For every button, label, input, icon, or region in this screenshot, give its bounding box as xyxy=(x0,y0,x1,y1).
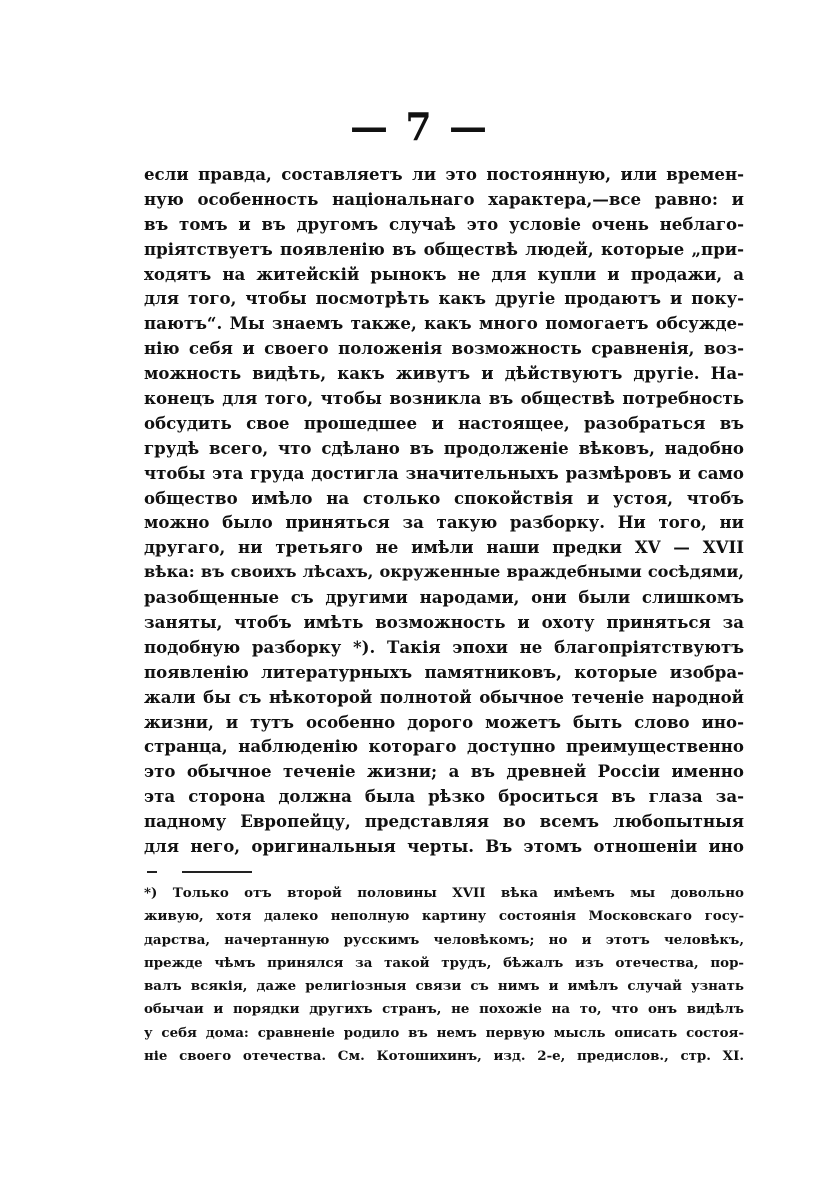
text-line: можность видѣть, какъ живутъ и дѣйствуютъ другіе. На- xyxy=(144,363,744,384)
text-line: другаго, ни третьяго не имѣли наши предки XV — XVII xyxy=(144,537,744,558)
text-line: ную особенность національнаго характера,—все равно: и xyxy=(144,188,744,209)
footnote-rule-short-dash xyxy=(147,871,157,873)
text-line: пріятствуетъ появленію въ обществѣ людей, которые „при- xyxy=(144,238,744,259)
main-text-block xyxy=(144,162,744,859)
footnote-line: живую, хотя далеко неполную картину состоянія Московскаго госу- xyxy=(144,908,744,925)
footnote-line: прежде чѣмъ принялся за такой трудъ, бѣжалъ изъ отечества, пор- xyxy=(144,954,744,971)
text-line: разобщенные съ другими народами, они были слишкомъ xyxy=(144,587,744,608)
text-line: эта сторона должна была рѣзко броситься въ глаза за- xyxy=(144,786,744,807)
text-line: общество имѣло на столько спокойствія и устоя, чтобъ xyxy=(144,487,744,508)
footnote-rule-long-dash xyxy=(182,871,252,873)
footnote-line: валъ всякія, даже религіозныя связи съ нимъ и имѣлъ случай узнать xyxy=(144,978,744,995)
text-line: вѣка: въ своихъ лѣсахъ, окруженные враждебными сосѣдями, xyxy=(144,562,744,582)
text-line: грудѣ всего, что сдѣлано въ продолженіе вѣковъ, надобно xyxy=(144,437,744,458)
text-line: чтобы эта груда достигла значительныхъ размѣровъ и само xyxy=(144,462,744,483)
text-line: для него, оригинальныя черты. Въ этомъ отношеніи ино xyxy=(144,836,744,857)
footnote-line: обычаи и порядки другихъ странъ, не похожіе на то, что онъ видѣлъ xyxy=(144,1001,744,1018)
text-line: можно было приняться за такую разборку. Ни того, ни xyxy=(144,512,744,533)
text-line: если правда, составляетъ ли это постоянную, или времен- xyxy=(144,164,744,184)
text-line: жизни, и тутъ особенно дорого можетъ быть слово ино- xyxy=(144,711,744,732)
footnote-line: *) Только отъ второй половины XVII вѣка имѣемъ мы довольно xyxy=(144,885,744,901)
text-line: это обычное теченіе жизни; а въ древней Россіи именно xyxy=(144,761,744,782)
footnote-line: ніе своего отечества. См. Котошихинъ, изд. 2-е, предислов., стр. XI. xyxy=(144,1048,744,1065)
text-line: конецъ для того, чтобы возникла въ обществѣ потребность xyxy=(144,388,744,409)
page-number: — 7 — xyxy=(350,104,489,149)
footnote-separator xyxy=(144,866,254,878)
footnote-block xyxy=(144,882,744,1068)
text-line: паютъ“. Мы знаемъ также, какъ много помогаетъ обсужде- xyxy=(144,313,744,334)
text-line: подобную разборку *). Такія эпохи не благопріятствуютъ xyxy=(144,636,744,657)
text-line: заняты, чтобъ имѣть возможность и охоту приняться за xyxy=(144,612,744,633)
text-line: падному Европейцу, представляя во всемъ любопытныя xyxy=(144,811,744,832)
footnote-line: дарства, начертанную русскимъ человѣкомъ; но и этотъ человѣкъ, xyxy=(144,931,744,948)
text-line: въ томъ и въ другомъ случаѣ это условіе очень неблаго- xyxy=(144,213,744,234)
text-line: нію себя и своего положенія возможность сравненія, воз- xyxy=(144,338,744,359)
text-line: странца, наблюденію котораго доступно преимущественно xyxy=(144,736,744,757)
text-line: жали бы съ нѣкоторой полнотой обычное теченіе народной xyxy=(144,686,744,707)
text-line: ходятъ на житейскій рынокъ не для купли и продажи, а xyxy=(144,263,744,284)
text-line: для того, чтобы посмотрѣть какъ другіе продаютъ и поку- xyxy=(144,288,744,309)
text-line: обсудить свое прошедшее и настоящее, разобраться въ xyxy=(144,412,744,433)
text-line: появленію литературныхъ памятниковъ, которые изобра- xyxy=(144,661,744,682)
footnote-line: у себя дома: сравненіе родило въ немъ первую мысль описать состоя- xyxy=(144,1024,744,1041)
